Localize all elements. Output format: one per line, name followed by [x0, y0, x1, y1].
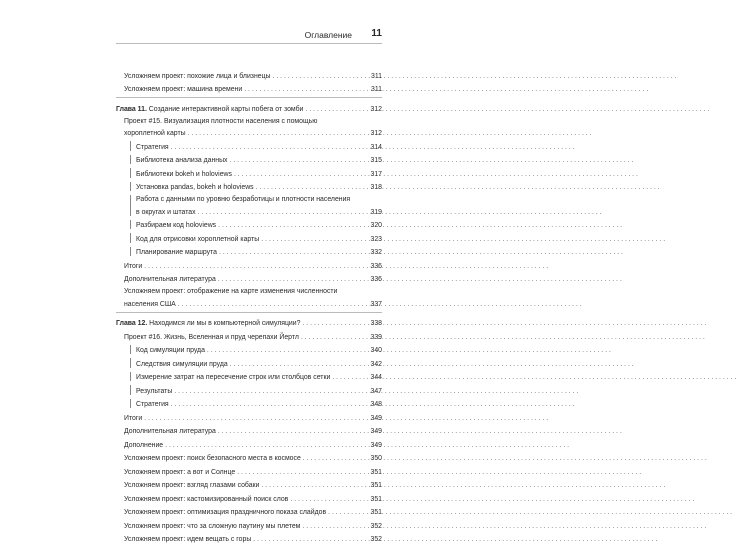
toc-entry-title — [136, 221, 216, 230]
toc-entry[interactable] — [116, 343, 382, 357]
dot-leader — [218, 275, 369, 284]
toc-entry[interactable] — [116, 383, 382, 397]
indent-bar — [130, 399, 131, 409]
toc-entry-text: Усложняем проект: оптимизация праздничного показа слайдов — [124, 509, 326, 516]
toc-entry[interactable] — [116, 231, 382, 245]
toc-entry-row — [124, 464, 382, 478]
dot-leader — [328, 508, 368, 517]
toc-entry[interactable] — [116, 166, 382, 180]
toc-entry-title — [116, 319, 300, 328]
toc-entry-text: Результаты — [136, 388, 172, 395]
dot-leader — [273, 72, 370, 81]
toc-entry-page: 347 — [371, 387, 383, 396]
toc-entry-page: 312 — [371, 129, 383, 138]
toc-entry-title — [136, 373, 330, 382]
toc-entry-text: Библиотека анализа данных — [136, 157, 228, 164]
toc-entry[interactable] — [116, 115, 382, 140]
toc-entry[interactable] — [116, 478, 382, 492]
toc-entry-text: Код симуляции пруда — [136, 347, 205, 354]
toc-entry[interactable] — [116, 272, 382, 286]
toc-entry-text: Усложняем проект: а вот и Солнце — [124, 469, 235, 476]
toc-entry-row — [136, 139, 382, 153]
indent-bar — [130, 182, 131, 192]
toc-entry-title — [136, 346, 205, 355]
toc-entry[interactable] — [116, 410, 382, 424]
toc-entry[interactable] — [116, 285, 382, 310]
dot-leader — [253, 535, 368, 544]
toc-entry-page: 352 — [371, 535, 383, 544]
toc-entry-row — [136, 204, 382, 218]
toc-entry-title — [136, 183, 254, 192]
toc-entry-row — [124, 82, 382, 96]
toc-entry-page: 336 — [371, 275, 383, 284]
toc-entry-text: Дополнительная литература — [124, 276, 216, 283]
toc-entry-text: населения США — [124, 301, 176, 308]
toc-entry-text: Итоги — [124, 415, 142, 422]
toc-entry[interactable] — [116, 424, 382, 438]
toc-entry-page: 349 — [371, 441, 383, 450]
page-number: 11 — [371, 28, 382, 39]
toc-entry-text: Разбираем код holoviews — [136, 222, 216, 229]
toc-entry[interactable] — [116, 68, 382, 82]
toc-entry[interactable] — [116, 505, 382, 519]
toc-entry-page: 344 — [371, 373, 383, 382]
toc-entry-title — [124, 454, 301, 463]
dot-leader — [178, 300, 369, 309]
toc-entry-text: Усложняем проект: похожие лица и близнецы — [124, 73, 271, 80]
toc-entry-text: Итоги — [124, 263, 142, 270]
toc-entry[interactable] — [116, 397, 382, 411]
dot-leader — [301, 333, 369, 342]
page-header — [116, 26, 382, 42]
toc-entry[interactable] — [116, 180, 382, 194]
toc-entry[interactable] — [116, 153, 382, 167]
toc-entry-title — [124, 468, 235, 477]
toc-entry-text: Стратегия — [136, 144, 169, 151]
toc-entry-row — [136, 245, 382, 259]
toc-entry-row — [116, 316, 382, 330]
toc-entry-title — [124, 481, 259, 490]
toc-entry-text: Усложняем проект: поиск безопасного места в космосе — [124, 455, 301, 462]
toc-entry[interactable] — [116, 218, 382, 232]
toc-entry-row — [124, 68, 382, 82]
toc-entry-row — [136, 153, 382, 167]
toc-entry-title — [124, 495, 288, 504]
dot-leader — [171, 400, 369, 409]
toc-entry-title — [124, 522, 300, 531]
indent-bar — [130, 345, 131, 355]
toc-entry[interactable] — [116, 258, 382, 272]
dot-leader — [290, 495, 368, 504]
toc-entry[interactable] — [116, 532, 382, 545]
dot-leader — [237, 468, 368, 477]
toc-entry-text: Дополнение — [124, 442, 163, 449]
toc-entry-text: Дополнительная литература — [124, 428, 216, 435]
indent-bar — [130, 247, 131, 257]
toc-entry-text: Измерение затрат на пересечение строк или столбцов сетки — [136, 374, 330, 381]
toc-entry-title — [116, 105, 303, 114]
toc-entry-title — [136, 208, 196, 217]
toc-entry-page: 342 — [371, 360, 383, 369]
toc-entry-title — [124, 262, 142, 271]
indent-bar — [130, 168, 131, 178]
toc-entry-page: 312 — [371, 105, 383, 114]
running-title: Оглавление — [305, 30, 352, 40]
toc-entry-page: 332 — [371, 248, 383, 257]
toc-entry-title — [136, 360, 228, 369]
toc-entry-page: 349 — [371, 427, 383, 436]
toc-entry-page: 336 — [371, 262, 383, 271]
dot-leader — [218, 221, 368, 230]
indent-bar — [130, 220, 131, 230]
toc-entry-title — [124, 129, 186, 138]
dot-leader — [174, 387, 368, 396]
dot-leader — [144, 414, 368, 423]
toc-entry-title — [136, 143, 169, 152]
dot-leader — [305, 105, 368, 114]
toc-entry-title — [136, 235, 259, 244]
toc-entry-title — [124, 414, 142, 423]
toc-entry-row — [116, 101, 382, 115]
dot-leader — [261, 481, 368, 490]
dot-leader — [244, 85, 369, 94]
dot-leader — [219, 248, 369, 257]
toc-entry-text: Библиотеки bokeh и holoviews — [136, 171, 232, 178]
dot-leader — [302, 522, 368, 531]
toc-entry-page: 351 — [371, 481, 383, 490]
toc-entry-text: Следствия симуляции пруда — [136, 361, 228, 368]
toc-entry-title — [124, 427, 216, 436]
toc-entry-title — [124, 333, 299, 342]
toc-entry-page: 351 — [371, 495, 383, 504]
toc-entry-title — [136, 170, 232, 179]
dot-leader — [234, 170, 369, 179]
dot-leader — [207, 346, 369, 355]
toc-entry-row — [136, 356, 382, 370]
toc-entry[interactable] — [116, 356, 382, 370]
dot-leader — [144, 262, 368, 271]
toc-entry-page: 351 — [371, 468, 383, 477]
toc-entry-title — [124, 441, 163, 450]
toc-entry-text: хороплетной карты — [124, 130, 186, 137]
toc-entry-row — [124, 410, 382, 424]
toc-entry-title — [124, 275, 216, 284]
dot-leader — [256, 183, 369, 192]
toc-entry[interactable] — [116, 82, 382, 96]
toc-entry[interactable] — [116, 245, 382, 259]
toc-entry-title — [124, 72, 271, 81]
toc-entry-row — [136, 370, 382, 384]
toc-entry-text: Усложняем проект: идем вещать с горы — [124, 536, 251, 543]
toc-entry-text: Планирование маршрута — [136, 249, 217, 256]
toc-entry-row — [124, 424, 382, 438]
toc-entry-row — [124, 126, 382, 140]
toc-entry-lead: Работа с данными по уровню безработицы и плотности населения — [136, 193, 382, 204]
toc-entry-title — [124, 508, 326, 517]
dot-leader — [218, 427, 369, 436]
chapter-separator — [116, 312, 382, 314]
toc-entry-page: 311 — [371, 72, 382, 81]
toc-entry-title — [124, 85, 242, 94]
toc-entry-page: 340 — [371, 346, 383, 355]
toc-entry-row — [124, 329, 382, 343]
toc-entry-page: 338 — [371, 319, 383, 328]
toc-entry-page: 349 — [371, 414, 383, 423]
dot-leader — [303, 454, 369, 463]
toc-entry-text: Создание интерактивной карты побега от зомби — [149, 106, 304, 113]
toc-entry-row — [124, 478, 382, 492]
toc-entry-text: Усложняем проект: машина времени — [124, 86, 242, 93]
toc-entry[interactable] — [116, 139, 382, 153]
toc-entry-row — [124, 491, 382, 505]
toc-entry-row — [124, 437, 382, 451]
toc-entry-page: 314 — [371, 143, 383, 152]
toc-entry-text: Усложняем проект: взгляд глазами собаки — [124, 482, 259, 489]
toc-entry-title — [124, 535, 251, 544]
toc-entry-row — [124, 518, 382, 532]
toc-entry-page: 320 — [371, 221, 383, 230]
indent-bar — [130, 372, 131, 382]
chapter-number: Глава 11. — [116, 106, 147, 113]
toc-entry[interactable] — [116, 329, 382, 343]
toc-entry-text: Код для отрисовки хороплетной карты — [136, 236, 259, 243]
toc-entry-page: 352 — [371, 522, 383, 531]
indent-bar — [130, 195, 131, 216]
indent-bar — [130, 385, 131, 395]
dot-leader — [198, 208, 369, 217]
toc-entry-lead: Усложняем проект: отображение на карте изменения численности — [124, 285, 382, 296]
toc-entry[interactable] — [116, 464, 382, 478]
toc-entry-text: Усложняем проект: кастомизированный поиск слов — [124, 496, 288, 503]
dot-leader — [261, 235, 368, 244]
toc-entry-page: 348 — [371, 400, 383, 409]
dot-leader — [171, 143, 369, 152]
dot-leader — [188, 129, 369, 138]
toc-entry-title — [136, 400, 169, 409]
indent-bar — [130, 233, 131, 243]
toc-entry[interactable] — [116, 316, 382, 330]
toc-entry-page: 351 — [371, 508, 383, 517]
toc-entry-text: Находимся ли мы в компьютерной симуляции? — [149, 320, 300, 327]
dot-leader — [302, 319, 368, 328]
dot-leader — [165, 441, 368, 450]
toc-entry-text: Усложняем проект: что за сложную паутину мы плетем — [124, 523, 300, 530]
toc-entry-page: 339 — [371, 333, 383, 342]
toc-entry-page: 315 — [371, 156, 383, 165]
dot-leader — [230, 156, 369, 165]
toc-entry[interactable] — [116, 518, 382, 532]
toc-entry[interactable] — [116, 491, 382, 505]
dot-leader — [332, 373, 368, 382]
toc-entry-page: 323 — [371, 235, 383, 244]
toc-entry-lead: Проект #15. Визуализация плотности населения с помощью — [124, 115, 382, 126]
indent-bar — [130, 358, 131, 368]
toc-entry-page: 317 — [371, 170, 383, 179]
dot-leader — [230, 360, 369, 369]
toc-entry-title — [136, 387, 172, 396]
toc-entry-text: Проект #16. Жизнь, Вселенная и пруд черепахи Йертл — [124, 334, 299, 341]
header-rule — [116, 43, 382, 44]
toc-entry-row — [124, 272, 382, 286]
toc-entry-page: 311 — [371, 85, 382, 94]
toc-entry-text: Установка pandas, bokeh и holoviews — [136, 184, 254, 191]
toc-entry-page: 318 — [371, 183, 383, 192]
indent-bar — [130, 155, 131, 165]
toc-entry-row — [136, 180, 382, 194]
toc-entry[interactable] — [116, 370, 382, 384]
toc-entry-row — [124, 296, 382, 310]
toc-entry-row — [136, 166, 382, 180]
toc-entry[interactable] — [116, 193, 382, 218]
toc-entry-row — [124, 451, 382, 465]
toc-entry-title — [124, 300, 176, 309]
table-of-contents — [116, 68, 382, 545]
toc-entry-row — [124, 532, 382, 545]
toc-entry[interactable] — [116, 437, 382, 451]
toc-entry-row — [136, 343, 382, 357]
chapter-separator — [116, 97, 382, 99]
toc-entry-row — [124, 505, 382, 519]
toc-entry[interactable] — [116, 451, 382, 465]
toc-entry[interactable] — [116, 101, 382, 115]
toc-entry-title — [136, 156, 228, 165]
toc-entry-text: Стратегия — [136, 401, 169, 408]
toc-entry-row — [136, 397, 382, 411]
toc-entry-text: в округах и штатах — [136, 209, 196, 216]
toc-entry-row — [136, 218, 382, 232]
indent-bar — [130, 141, 131, 151]
toc-entry-row — [136, 231, 382, 245]
toc-entry-page: 337 — [371, 300, 383, 309]
toc-entry-title — [136, 248, 217, 257]
toc-entry-page: 350 — [371, 454, 383, 463]
chapter-number: Глава 12. — [116, 320, 147, 327]
toc-entry-page: 319 — [371, 208, 383, 217]
toc-entry-row — [124, 258, 382, 272]
toc-entry-row — [136, 383, 382, 397]
